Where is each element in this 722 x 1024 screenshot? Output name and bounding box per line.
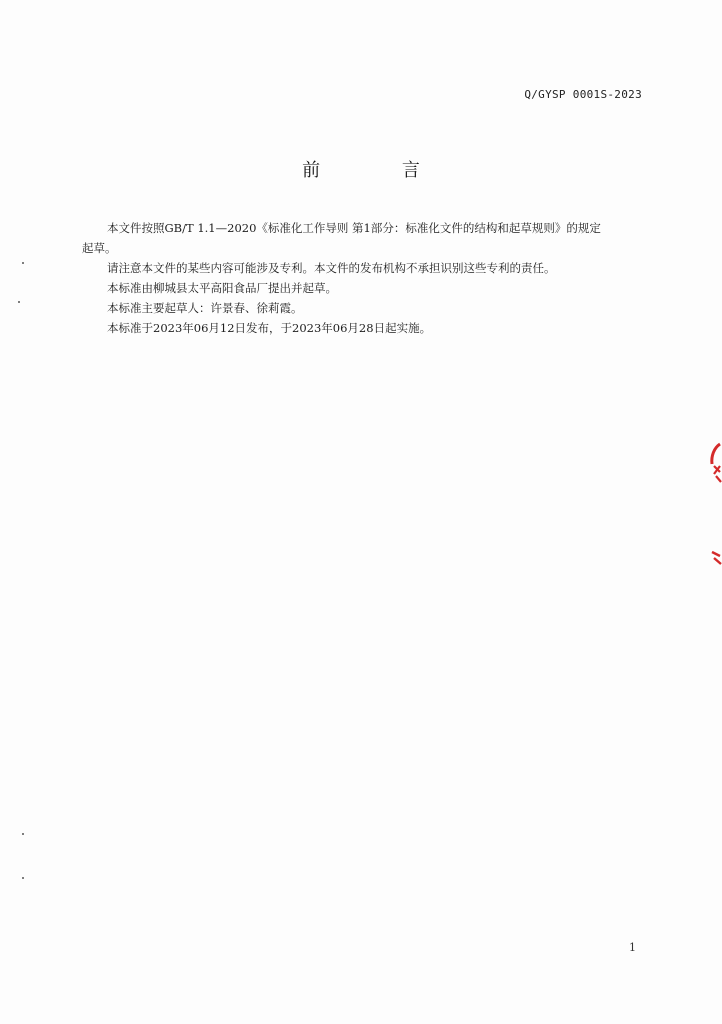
scan-speck [18,301,20,303]
scan-speck [22,877,24,879]
document-code: Q/GYSP 0001S-2023 [524,88,642,101]
paragraph-patent-notice: 请注意本文件的某些内容可能涉及专利。本文件的发布机构不承担识别这些专利的责任。 [107,261,556,275]
paragraph-drafting-rules [82,218,646,258]
paragraph-line: 本文件按照GB/T 1.1—2020《标准化工作导则 第1部分：标准化文件的结构和起草规则》的规定 [107,221,601,235]
paragraph-proposer: 本标准由柳城县太平高阳食品厂提出并起草。 [107,281,337,295]
paragraph-line: 起草。 [82,241,117,255]
scan-speck [22,833,24,835]
document-body [82,218,646,338]
paragraph-dates: 本标准于2023年06月12日发布，于2023年06月28日起实施。 [107,321,432,335]
seal-stamp-fragment [708,442,722,486]
page-number: 1 [629,941,636,954]
page-title: 前 言 [302,160,458,181]
paragraph-drafters: 本标准主要起草人：许景春、徐莉霞。 [107,301,303,315]
scan-speck [22,262,24,264]
seal-stamp-fragment [708,548,722,566]
